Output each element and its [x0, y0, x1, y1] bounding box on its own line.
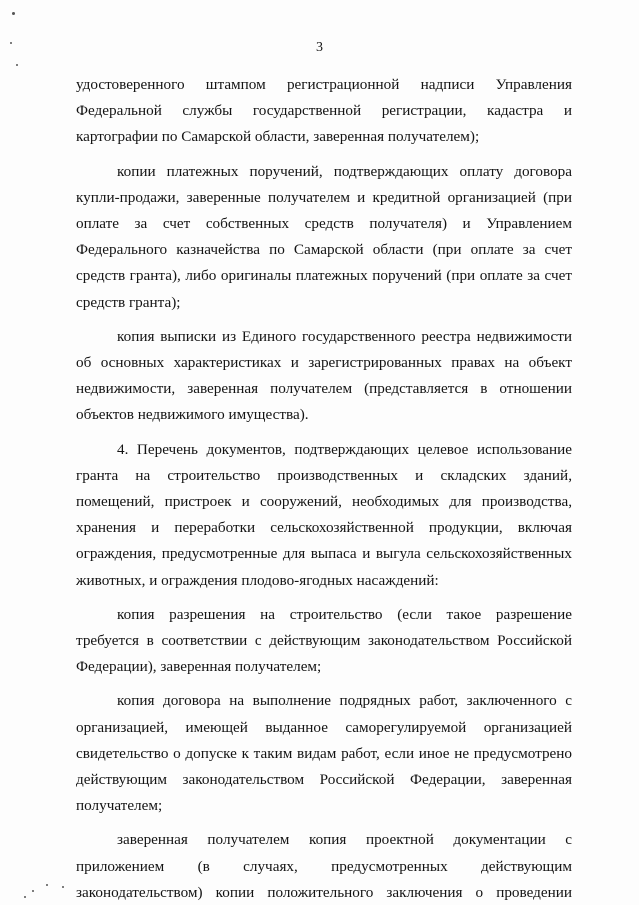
paragraph-registry-extract: копия выписки из Единого государственного реестра недвижимости об основных характеристиках и зарегистрированных правах на объект недвижимости, заверенная получателем (представляется в отношении объектов недвижимого имущества). [76, 327, 572, 424]
scan-speck [12, 12, 15, 15]
scan-speck [16, 64, 18, 66]
document-body [76, 72, 572, 906]
paragraph-project-documentation: заверенная получателем копия проектной документации с приложением (в случаях, предусмотренных действующим законодательством) копии положительного заключения о проведении [76, 831, 572, 901]
scan-speck [10, 42, 12, 44]
paragraph-item-4-list: 4. Перечень документов, подтверждающих целевое использование гранта на строительство производственных и складских зданий, помещений, пристроек и сооружений, необходимых для производства, хранения и переработки сельскохозяйственной продукции, включая ограждения, предусмотренные для выпаса и выгула сельскохозяйственных животных, и ограждения плодово-ягодных насаждений: [76, 440, 572, 589]
paragraph-construction-permit: копия разрешения на строительство (если такое разрешение требуется в соответствии с действующим законодательством Российской Федерации), заверенная получателем; [76, 605, 572, 676]
scan-speck [24, 896, 26, 898]
scan-speck [32, 890, 34, 892]
scan-speck [62, 886, 64, 888]
paragraph-payment-orders: копии платежных поручений, подтверждающих оплату договора купли-продажи, заверенные получателем и кредитной организацией (при оплате за счет собственных средств получателя) и Управлением Федерального казначейства по Самарской области (при оплате за счет средств гранта), либо оригиналы платежных поручений (при оплате за счет средств гранта); [76, 162, 572, 311]
page-number: 3 [316, 40, 323, 55]
paragraph-contractor-agreement: копия договора на выполнение подрядных работ, заключенного с организацией, имеющей выданное саморегулируемой организацией свидетельство о допуске к таким видам работ, если иное не предусмотрено действующим законодательством Российской Федерации, заверенная получателем; [76, 692, 572, 815]
scan-speck [46, 884, 48, 886]
paragraph-registration-continuation: удостоверенного штампом регистрационной надписи Управления Федеральной службы государственной регистрации, кадастра и картографии по Самарской области, заверенная получателем); [76, 76, 572, 146]
